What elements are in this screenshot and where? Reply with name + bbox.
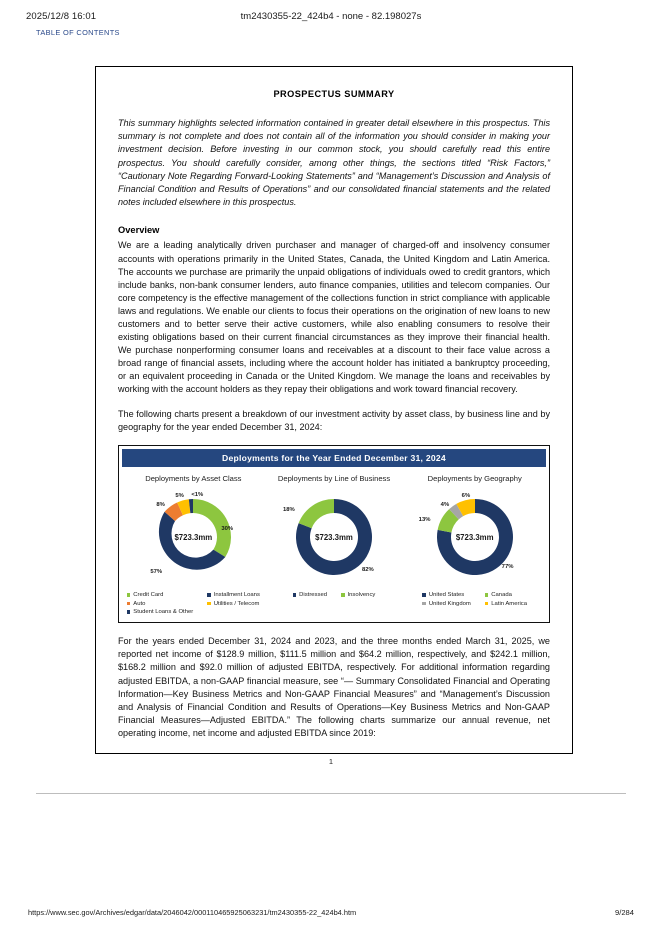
legend-item-insolvency[interactable] xyxy=(341,592,375,598)
legend-item-united-kingdom[interactable] xyxy=(422,601,470,607)
overview-paragraph-1: We are a leading analytically driven purchaser and manager of charged-off and insolvency consumer accounts with operations primarily in the United States, Canada, the United Kingdom and Latin America. The accounts we purchase are primarily the unpaid obligations of individuals owed to credit grantors, which include banks, non-bank consumer lenders, auto finance companies, utilities and telecom companies. Our core competency is the effective management of the collections function in strict compliance with applicable laws and regulations. We enable our clients to focus their operations on the origination of new loans to new customers and to better serve their active customers, while also enabling consumers to resolve their existing obligations based on their current financial circumstances as they improve their financial health. We purchase nonperforming consumer loans and receivables at a discount to their face value across a broad range of financial assets, including where the account holder has initiated a bankruptcy proceeding, or an equivalent proceeding in Canada or the United Kingdom. We manage the loans and receivables by working with the account holders as they repay their obligations and work toward financial recovery. xyxy=(118,240,551,395)
slice-label-installment-loans: <1% xyxy=(191,492,204,499)
footer-url: https://www.sec.gov/Archives/edgar/data/2046042/000110465925063231/tm2430355-22_424b4.htm xyxy=(28,908,357,917)
document-page xyxy=(95,66,573,754)
legend-item-student-loans-other[interactable] xyxy=(127,609,193,615)
legend-swatch-icon xyxy=(341,593,345,597)
legend-geography xyxy=(422,592,527,607)
exhibit-band-title: Deployments for the Year Ended December 31, 2024 xyxy=(122,449,546,468)
slice-label-insolvency: 18% xyxy=(283,507,295,514)
chart-line-of-business-title: Deployments by Line of Business xyxy=(277,474,391,484)
legend-label: Utilities / Telecom xyxy=(213,600,260,607)
legend-item-credit-card[interactable] xyxy=(127,592,193,598)
slice-label-credit-card: 30% xyxy=(221,526,234,533)
chart-line-of-business xyxy=(264,474,405,615)
overview-heading: Overview xyxy=(118,225,160,236)
slice-label-united-states: 77% xyxy=(501,564,514,571)
slice-label-latin-america: 6% xyxy=(461,493,471,500)
legend-asset-class xyxy=(127,592,260,615)
legend-item-installment-loans[interactable] xyxy=(207,592,260,598)
print-footer xyxy=(0,908,662,928)
legend-item-auto[interactable] xyxy=(127,601,193,607)
donut-line-of-business xyxy=(273,489,395,585)
legend-swatch-icon xyxy=(127,593,131,597)
legend-swatch-icon xyxy=(293,593,297,597)
post-charts-paragraph: For the years ended December 31, 2024 and 2023, and the three months ended March 31, 2025, we reported net income of $128.9 million, $111.5 million and $64.2 million, respectively, and $242.1 million, $168.2 million and $92.0 million of adjusted EBITDA, respectively. For additional information regarding adjusted EBITDA, a non-GAAP financial measure, see “— Summary Consolidated Financial and Operating Information—Key Business Metrics and Non-GAAP Financial Measures” and “Management’s Discussion and Analysis of Financial Condition and Results of Operations—Key Business Metrics and Non-GAAP Financial Measures—Adjusted EBITDA.” The following charts summarize our annual revenue, net operating income, net income and adjusted EBITDA since 2019: xyxy=(118,636,550,738)
footer-page-indicator: 9/284 xyxy=(614,908,634,917)
print-document-title: tm2430355-22_424b4 - none - 82.198027s xyxy=(240,11,422,22)
legend-label: Insolvency xyxy=(347,592,376,599)
donut-asset-class-center: $723.3mm xyxy=(174,532,213,542)
legend-label: United States xyxy=(428,592,465,599)
slice-label-united-kingdom: 4% xyxy=(440,502,450,509)
legend-swatch-icon xyxy=(127,610,131,614)
slice-label-auto: 8% xyxy=(156,502,165,509)
legend-swatch-icon xyxy=(422,602,426,606)
slice-label-distressed: 82% xyxy=(362,567,374,574)
legend-label: Credit Card xyxy=(133,592,164,599)
legend-item-utilities-telecom[interactable] xyxy=(207,601,260,607)
legend-label: Student Loans & Other xyxy=(133,609,194,616)
document-page-number: 1 xyxy=(328,757,334,766)
donut-line-of-business-center: $723.3mm xyxy=(315,532,353,542)
slice-insolvency xyxy=(299,499,334,528)
footer-divider xyxy=(36,793,626,794)
donut-line-of-business-svg xyxy=(273,489,395,585)
legend-label: Canada xyxy=(491,592,512,599)
legend-label: Distressed xyxy=(299,592,327,599)
legend-item-latin-america[interactable] xyxy=(485,601,527,607)
print-header xyxy=(0,0,662,46)
legend-label: Auto xyxy=(133,600,146,607)
slice-label-canada: 13% xyxy=(418,517,431,524)
legend-label: Latin America xyxy=(491,600,527,607)
chart-asset-class xyxy=(123,474,264,615)
legend-swatch-icon xyxy=(485,602,489,606)
legend-item-united-states[interactable] xyxy=(422,592,470,598)
overview-paragraph-2: The following charts present a breakdown of our investment activity by asset class, by business line and by geography for the year ended December 31, 2024: xyxy=(118,408,550,432)
donut-geography-center: $723.3mm xyxy=(455,532,494,542)
legend-item-distressed[interactable] xyxy=(293,592,327,598)
legend-line-of-business xyxy=(293,592,376,598)
legend-swatch-icon xyxy=(422,593,426,597)
slice-label-utilities-telecom: 5% xyxy=(175,493,184,500)
donut-geography xyxy=(414,489,536,585)
summary-lead-paragraph: This summary highlights selected information contained in greater detail elsewhere in this prospectus. This summary is not complete and does not contain all of the information you should consider in making your investment decision. Before investing in our common stock, you should carefully read this entire prospectus. You should carefully consider, among other things, the sections titled “Risk Factors,” “Cautionary Note Regarding Forward-Looking Statements” and “Management’s Discussion and Analysis of Financial Condition and Results of Operations” and our consolidated financial statements and the related notes included elsewhere in this prospectus. xyxy=(118,118,550,208)
chart-geography xyxy=(404,474,545,615)
chart-asset-class-title: Deployments by Asset Class xyxy=(145,474,242,484)
chart-geography-title: Deployments by Geography xyxy=(427,474,522,484)
donut-asset-class xyxy=(132,489,254,585)
donut-geography-svg xyxy=(414,489,536,585)
legend-swatch-icon xyxy=(207,602,211,606)
page-title: PROSPECTUS SUMMARY xyxy=(273,89,395,99)
charts-row xyxy=(119,467,549,622)
slice-label-student-loans-other: 57% xyxy=(150,569,163,576)
legend-swatch-icon xyxy=(207,593,211,597)
table-of-contents-link[interactable]: TABLE OF CONTENTS xyxy=(36,28,120,37)
legend-label: United Kingdom xyxy=(428,600,471,607)
deployments-exhibit xyxy=(118,445,550,624)
legend-swatch-icon xyxy=(127,602,131,606)
print-date: 2025/12/8 16:01 xyxy=(26,11,97,22)
legend-swatch-icon xyxy=(485,593,489,597)
legend-label: Installment Loans xyxy=(213,592,260,599)
legend-item-canada[interactable] xyxy=(485,592,527,598)
